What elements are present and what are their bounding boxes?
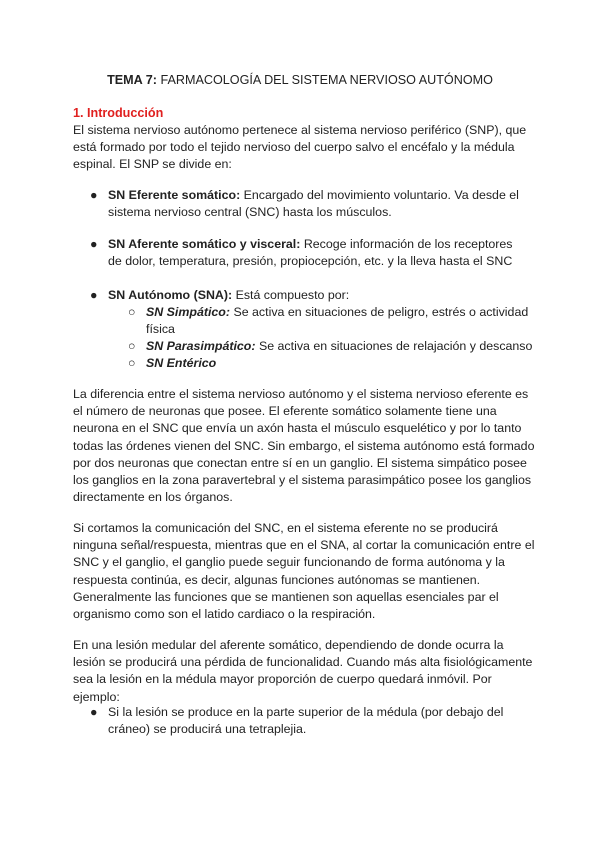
bullet-icon: ●: [90, 288, 98, 302]
sub-bullet-label: SN Simpático:: [146, 305, 230, 319]
bullet-icon: ●: [90, 188, 98, 202]
list-item: [90, 287, 528, 304]
list-item: [90, 704, 528, 738]
page-title: [0, 72, 600, 89]
circle-bullet-icon: ○: [128, 305, 136, 319]
sub-list-item: [128, 355, 536, 372]
bullet-label: SN Autónomo (SNA):: [108, 288, 233, 302]
bullet-text: Si la lesión se produce en la parte superior de la médula (por debajo del cráneo) se producirá una tetraplejia.: [108, 705, 504, 737]
sub-bullet-label: SN Parasimpático:: [146, 339, 256, 353]
paragraph-differences: La diferencia entre el sistema nervioso autónomo y el sistema nervioso eferente es el número de neuronas que posee. El eferente somático solamente tiene una neurona en el SNC que envía un axón hasta el músculo esquelético y por lo tanto todas las órdenes vienen del SNC. Sin embargo, el sistema autónomo está formado por dos neuronas que conectan entre sí en un ganglio. El sistema simpático posee los ganglios en la zona paravertebral y el sistema parasimpático posee los ganglios directamente en los órganos.: [73, 387, 535, 505]
bullet-text: Recoge información de los receptores de dolor, temperatura, presión, propiocepción, etc. y la lleva hasta el SNC: [108, 237, 513, 269]
title-prefix: TEMA 7:: [107, 73, 157, 87]
sub-list-item: [128, 304, 536, 338]
paragraph-spinal-injury: En una lesión medular del aferente somático, dependiendo de donde ocurra la lesión se producirá una pérdida de funcionalidad. Cuando más alta fisiológicamente sea la lesión en la médula mayor proporción de cuerpo quedará inmóvil. Por ejemplo:: [73, 638, 533, 704]
bullet-text: Está compuesto por:: [232, 288, 350, 302]
circle-bullet-icon: ○: [128, 356, 136, 370]
paragraph-cut-communication: Si cortamos la comunicación del SNC, en el sistema eferente no se producirá ninguna señal/respuesta, mientras que en el SNA, al cortar la comunicación entre el SNC y el ganglio, el ganglio puede seguir funcionando de forma autónoma y la respuesta continúa, es decir, algunas funciones autónomas se mantienen. Generalmente las funciones que se mantienen son aquellas esenciales par el organismo como son el latido cardiaco o la respiración.: [73, 521, 535, 622]
bullet-icon: ●: [90, 237, 98, 251]
title-text: FARMACOLOGÍA DEL SISTEMA NERVIOSO AUTÓNOMO: [157, 73, 493, 87]
circle-bullet-icon: ○: [128, 339, 136, 353]
bullet-label: SN Eferente somático:: [108, 188, 241, 202]
bullet-icon: ●: [90, 705, 98, 719]
list-item: [90, 187, 528, 221]
bullet-label: SN Aferente somático y visceral:: [108, 237, 301, 251]
sub-bullet-label: SN Entérico: [146, 356, 217, 370]
sub-bullet-text: Se activa en situaciones de relajación y descanso: [255, 339, 533, 353]
intro-paragraph: El sistema nervioso autónomo pertenece al sistema nervioso periférico (SNP), que está formado por todo el tejido nervioso del cuerpo salvo el encéfalo y la médula espinal. El SNP se divide en:: [73, 123, 527, 172]
sub-bullet-text: Se activa en situaciones de peligro, estrés o actividad física: [146, 305, 529, 337]
sub-list-item: [128, 338, 536, 355]
bullet-text: Encargado del movimiento voluntario. Va desde el sistema nervioso central (SNC) hasta los músculos.: [108, 188, 519, 220]
section-heading: 1. Introducción: [73, 106, 164, 120]
list-item: [90, 236, 528, 270]
